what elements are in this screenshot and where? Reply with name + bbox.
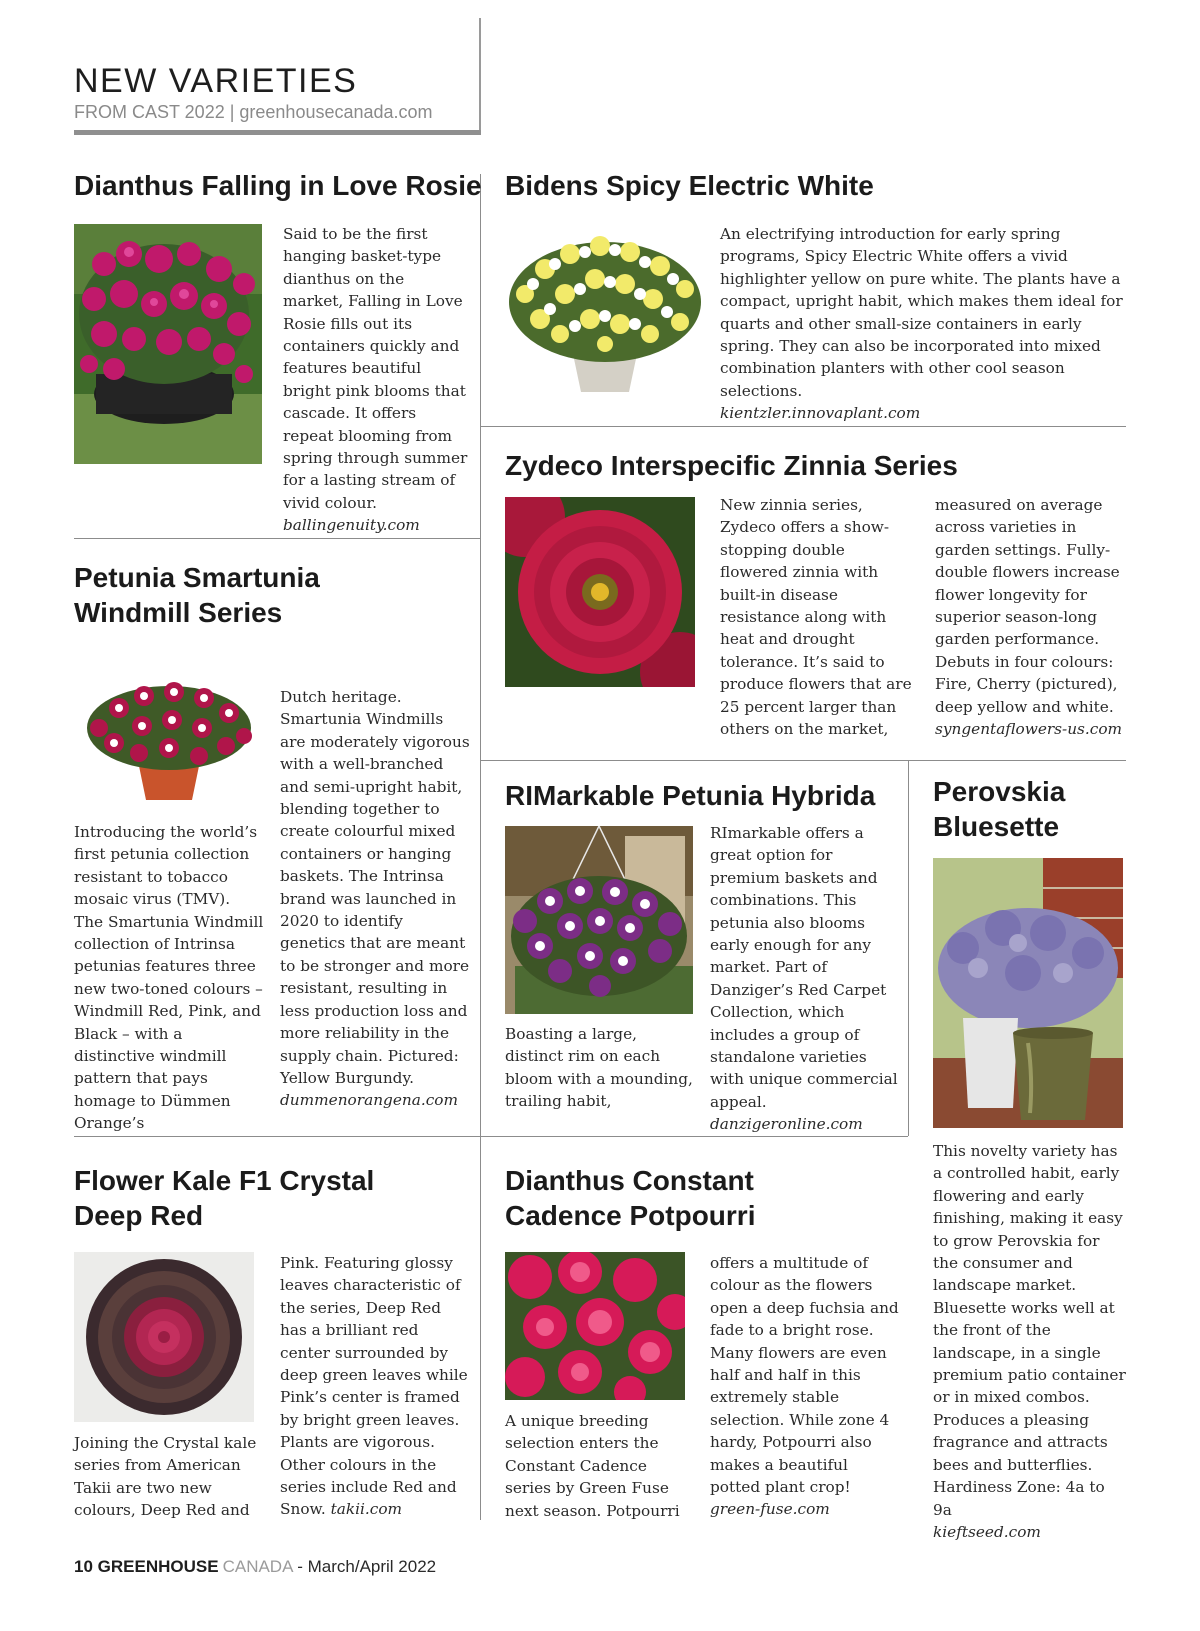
- article-title: Perovskia Bluesette: [933, 776, 1066, 842]
- page-number: 10: [74, 1557, 93, 1576]
- page-footer: [74, 1558, 436, 1575]
- article-title: Dianthus Constant Cadence Potpourri: [505, 1165, 756, 1231]
- article-url[interactable]: ballingenuity.com: [283, 516, 420, 535]
- article-body-col2: Dutch heritage. Smartunia Windmills are moderately vigorous with a well-branched and semi-upright habit, blending together to create colourful mixed containers or hanging baskets. The Intrinsa brand was launched in 2020 to identify genetics that are meant to be stronger and more resistant, resulting in less production loss and more reliability in the supply chain. Pictured: Yellow Burgundy. dummenorangena.com: [280, 686, 470, 1112]
- issue-date: - March/April 2022: [297, 1557, 437, 1576]
- article-body-col1: Boasting a large, distinct rim on each bloom with a mounding, trailing habit,: [505, 1025, 693, 1111]
- article-url[interactable]: danzigeronline.com: [710, 1115, 863, 1134]
- article-url[interactable]: syngentaflowers-us.com: [935, 720, 1123, 739]
- column-divider-perovskia: [908, 760, 909, 1136]
- row-divider-petunia: [74, 1136, 908, 1137]
- rimarkable-petunia-photo: [505, 826, 693, 1014]
- article-title: Bidens Spicy Electric White: [505, 170, 874, 201]
- article-title: RIMarkable Petunia Hybrida: [505, 780, 876, 811]
- article-body: Said to be the first hanging basket-type dianthus on the market, Falling in Love Rosie fills out its containers quickly and features beautiful bright pink blooms that cascade. It offers repeat blooming from spring through summer for a lasting stream of vivid colour. ballingenuity.com: [283, 225, 468, 535]
- article-body-col1: New zinnia series, Zydeco offers a show-stopping double flowered zinnia with built-in disease resistance along with heat and drought tolerance. It’s said to produce flowers that are 25 percent larger than others on the market,: [720, 496, 912, 739]
- article-url[interactable]: kieftseed.com: [933, 1522, 1041, 1541]
- section-subtitle: FROM CAST 2022 | greenhousecanada.com: [74, 102, 433, 122]
- article-title: Petunia Smartunia Windmill Series: [74, 562, 320, 628]
- row-divider-dianthus: [74, 538, 480, 539]
- article-url[interactable]: dummenorangena.com: [280, 1091, 459, 1110]
- magazine-name-light: CANADA: [222, 1557, 293, 1576]
- header-divider-horizontal: [74, 130, 481, 135]
- row-divider-zydeco: [480, 760, 1126, 761]
- article-body-col2: RImarkable offers a great option for premium baskets and combinations. This petunia also blooms early enough for any market. Part of Danziger’s Red Carpet Collection, which includes a group of standalone varieties with unique commercial appeal. danzigeronline.com: [710, 822, 900, 1136]
- bidens-photo: [505, 224, 705, 396]
- header-divider-vertical: [479, 18, 481, 134]
- dianthus-rosie-photo: [74, 224, 262, 464]
- article-url[interactable]: takii.com: [330, 1500, 403, 1519]
- article-body: An electrifying introduction for early spring programs, Spicy Electric White offers a vivid highlighter yellow on pure white. The plants have a compact, upright habit, which makes them ideal for quarts and other small-size containers in early spring. They can also be incorporated into mixed combination planters with other cool season selections. kientzler.innovaplant.com: [720, 223, 1125, 425]
- kale-photo: [74, 1252, 254, 1422]
- article-body-col2: Pink. Featuring glossy leaves characteristic of the series, Deep Red has a brilliant red center surrounded by deep green leaves while Pink’s center is framed by bright green leaves. Plants are vigorous. Other colours in the series include Red and Snow. takii.com: [280, 1254, 468, 1519]
- article-title: Zydeco Interspecific Zinnia Series: [505, 450, 958, 481]
- perovskia-photo: [933, 858, 1123, 1128]
- article-url[interactable]: kientzler.innovaplant.com: [720, 404, 921, 423]
- article-body-col1: A unique breeding selection enters the Constant Cadence series by Green Fuse next season. Potpourri: [505, 1412, 680, 1520]
- zinnia-photo: [505, 497, 695, 687]
- row-divider-bidens: [480, 426, 1126, 427]
- section-title: NEW VARIETIES: [74, 62, 358, 100]
- dianthus-cadence-photo: [505, 1252, 685, 1400]
- article-body: This novelty variety has a controlled habit, early flowering and early finishing, making it easy to grow Perovskia for the consumer and landscape market. Bluesette works well at the front of the landscape, in a single premium patio container or in mixed combos. Produces a pleasing fragrance and attracts bees and butterflies. Hardiness Zone: 4a to 9a kieftseed.com: [933, 1140, 1128, 1543]
- article-body-col2: measured on average across varieties in garden settings. Fully-double flowers increase flower longevity for superior season-long garden performance. Debuts in four colours: Fire, Cherry (pictured), deep yellow and white. syngentaflowers-us.com: [935, 494, 1130, 740]
- article-body-col1: Introducing the world’s first petunia collection resistant to tobacco mosaic virus (TMV). The Smartunia Windmill collection of Intrinsa petunias features three new two-toned colours – Windmill Red, Pink, and Black – with a distinctive windmill pattern that pays homage to Dümmen Orange’s: [74, 823, 264, 1133]
- article-body-col1: Joining the Crystal kale series from American Takii are two new colours, Deep Red and: [74, 1434, 257, 1520]
- article-title: Flower Kale F1 Crystal Deep Red: [74, 1165, 375, 1231]
- petunia-smartunia-photo: [84, 678, 254, 801]
- column-divider-main: [480, 174, 481, 1520]
- article-body-col2: offers a multitude of colour as the flowers open a deep fuchsia and fade to a bright rose. Many flowers are even half and half in this extremely stable selection. While zone 4 hardy, Potpourri also makes a beautiful potted plant crop! green-fuse.com: [710, 1252, 900, 1521]
- article-title: Dianthus Falling in Love Rosie: [74, 170, 482, 201]
- article-url[interactable]: green-fuse.com: [710, 1500, 830, 1519]
- magazine-name: GREENHOUSE: [97, 1557, 219, 1576]
